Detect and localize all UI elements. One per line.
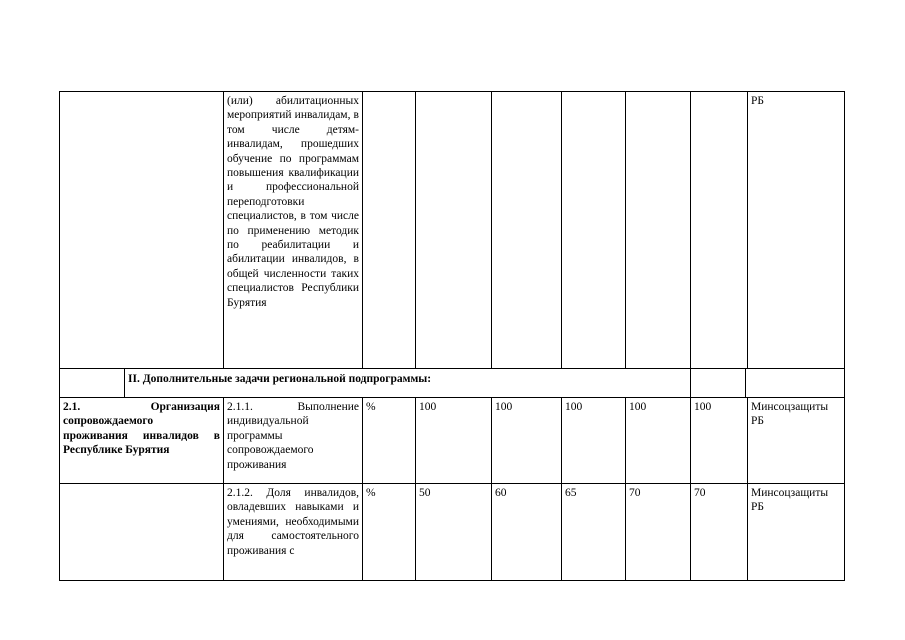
value-cell: [492, 92, 562, 369]
unit-cell: [363, 92, 416, 369]
indicators-table: [59, 91, 845, 581]
responsible-cell: РБ: [748, 92, 845, 369]
section-title: II. Дополнительные задачи региональной подпрограммы:: [125, 369, 691, 398]
value-cell: [562, 92, 626, 369]
value-cell: [626, 92, 691, 369]
goal-cell: [60, 92, 224, 369]
goal-cell: 2.1. Организация сопровождаемого проживания инвалидов в Республике Бурятия: [60, 398, 224, 484]
table-row: [60, 484, 845, 581]
unit-cell: %: [363, 398, 416, 484]
section-spacer-cell: [60, 369, 125, 398]
table-row: [60, 398, 845, 484]
value-cell: 100: [492, 398, 562, 484]
goal-cell: [60, 484, 224, 581]
value-cell: [691, 92, 748, 369]
value-cell: 100: [691, 398, 748, 484]
value-cell: 50: [416, 484, 492, 581]
value-cell: 60: [492, 484, 562, 581]
section-spacer-cell: [746, 369, 845, 398]
value-cell: 70: [626, 484, 691, 581]
responsible-cell: Минсоцзащиты РБ: [748, 484, 845, 581]
indicator-cell: 2.1.2. Доля инвалидов, овладевших навыками и умениями, необходимыми для самостоятельного проживания с: [224, 484, 363, 581]
indicator-cell: 2.1.1. Выполнение индивидуальной программы сопровождаемого проживания: [224, 398, 363, 484]
section-spacer-cell: [691, 369, 746, 398]
value-cell: 100: [416, 398, 492, 484]
unit-cell: %: [363, 484, 416, 581]
value-cell: [416, 92, 492, 369]
responsible-cell: Минсоцзащиты РБ: [748, 398, 845, 484]
value-cell: 100: [562, 398, 626, 484]
table-row: [60, 369, 845, 398]
indicator-cell: (или) абилитационных мероприятий инвалидам, в том числе детям-инвалидам, прошедших обучение по программам повышения квалификации и профессиональной переподготовки специалистов, в том числе по применению методик по реабилитации и абилитации инвалидов, в общей численности таких специалистов Республики Бурятия: [224, 92, 363, 369]
table-row: [60, 92, 845, 369]
value-cell: 70: [691, 484, 748, 581]
value-cell: 100: [626, 398, 691, 484]
value-cell: 65: [562, 484, 626, 581]
